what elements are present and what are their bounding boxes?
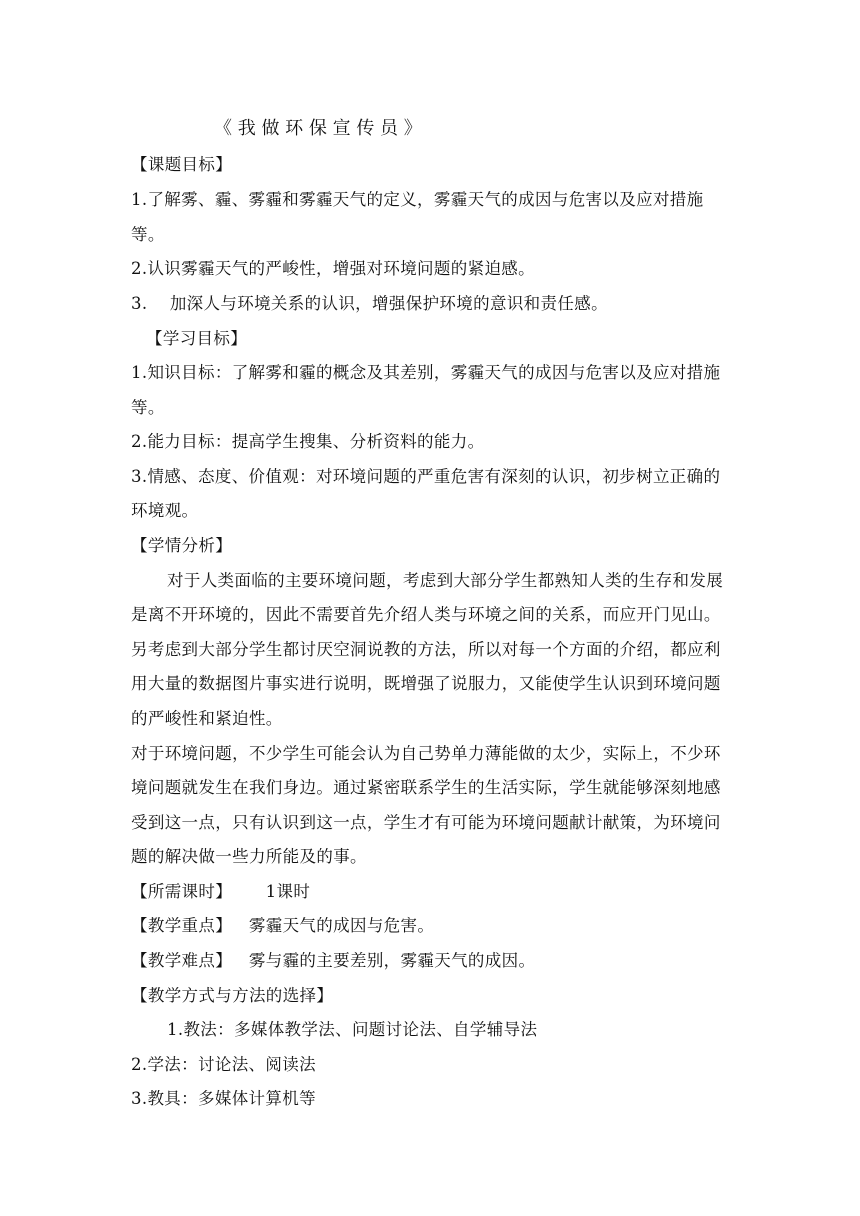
paragraph-line: 题的解决做一些力所能及的事。 bbox=[131, 847, 367, 866]
paragraph-line: 等。 bbox=[131, 225, 165, 244]
paragraph-line: 用大量的数据图片事实进行说明，既增强了说服力，又能使学生认识到环境问题 bbox=[131, 674, 721, 693]
heading-course-objectives: 【课题目标】 bbox=[131, 155, 233, 174]
paragraph-line: 1.知识目标：了解雾和霾的概念及其差别，雾霾天气的成因与危害以及应对措施 bbox=[131, 363, 721, 382]
paragraph-line: 受到这一点，只有认识到这一点，学生才有可能为环境问题献计献策，为环境问 bbox=[131, 813, 721, 832]
heading-learning-objectives: 【学习目标】 bbox=[146, 329, 248, 348]
document-title: 《 我 做 环 保 宣 传 员 》 bbox=[214, 118, 422, 139]
paragraph-line: 另考虑到大部分学生都讨厌空洞说教的方法，所以对每一个方面的介绍，都应利 bbox=[131, 640, 721, 659]
paragraph-line: 对于环境问题，不少学生可能会认为自己势单力薄能做的太少，实际上，不少环 bbox=[131, 744, 721, 763]
paragraph-line: 3.教具：多媒体计算机等 bbox=[131, 1089, 316, 1108]
paragraph-line: 3.情感、态度、价值观：对环境问题的严重危害有深刻的认识，初步树立正确的 bbox=[131, 467, 721, 486]
paragraph-line: 2.能力目标：提高学生搜集、分析资料的能力。 bbox=[131, 432, 485, 451]
heading-key-points: 【教学重点】 雾霾天气的成因与危害。 bbox=[131, 916, 435, 935]
heading-teaching-methods: 【教学方式与方法的选择】 bbox=[131, 986, 334, 1005]
heading-class-hours: 【所需课时】 1课时 bbox=[131, 882, 311, 901]
heading-difficult-points: 【教学难点】 雾与霾的主要差别，雾霾天气的成因。 bbox=[131, 951, 536, 970]
paragraph-line: 1.教法：多媒体教学法、问题讨论法、自学辅导法 bbox=[167, 1020, 538, 1039]
paragraph-line: 境问题就发生在我们身边。通过紧密联系学生的生活实际，学生就能够深刻地感 bbox=[131, 778, 721, 797]
paragraph-line: 的严峻性和紧迫性。 bbox=[131, 709, 283, 728]
paragraph-line: 环境观。 bbox=[131, 501, 199, 520]
paragraph-line: 2.认识雾霾天气的严峻性，增强对环境问题的紧迫感。 bbox=[131, 259, 535, 278]
paragraph-line: 2.学法：讨论法、阅读法 bbox=[131, 1055, 316, 1074]
paragraph-line: 等。 bbox=[131, 398, 165, 417]
paragraph-line: 1.了解雾、霾、雾霾和雾霾天气的定义，雾霾天气的成因与危害以及应对措施 bbox=[131, 190, 704, 209]
heading-student-analysis: 【学情分析】 bbox=[131, 536, 233, 555]
paragraph-line: 对于人类面临的主要环境问题，考虑到大部分学生都熟知人类的生存和发展 bbox=[167, 571, 724, 590]
paragraph-line: 3. 加深人与环境关系的认识，增强保护环境的意识和责任感。 bbox=[131, 294, 608, 313]
paragraph-line: 是离不开环境的，因此不需要首先介绍人类与环境之间的关系，而应开门见山。 bbox=[131, 605, 721, 624]
